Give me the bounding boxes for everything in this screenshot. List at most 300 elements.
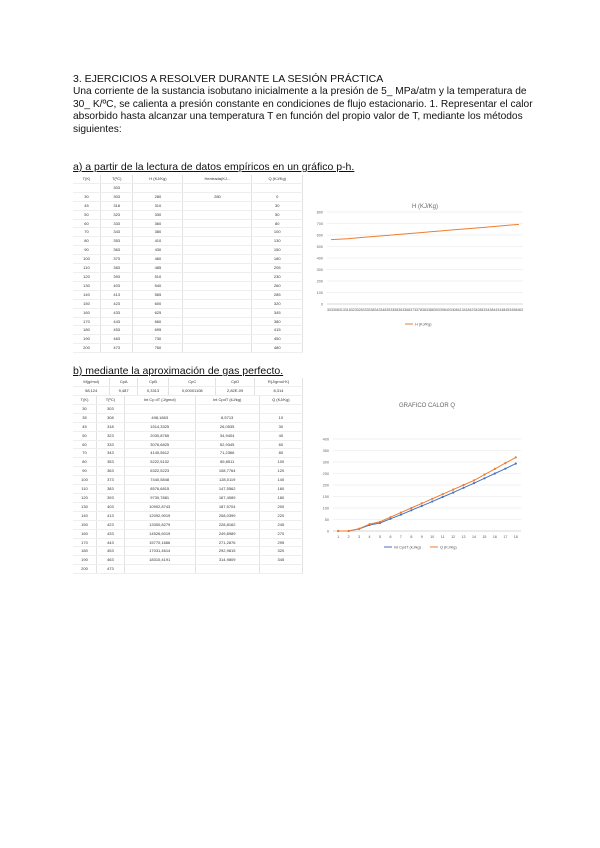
- table-row: [73, 529, 303, 538]
- series-line: [331, 224, 519, 239]
- table-cell: 730: [133, 335, 183, 344]
- table-cell: 323: [97, 431, 125, 440]
- enthalpy-chart: [305, 178, 530, 336]
- table-cell: 320: [259, 547, 302, 556]
- table-cell: 413: [101, 290, 133, 299]
- table-cell: 60: [73, 219, 101, 228]
- table-cell: 60: [73, 440, 97, 449]
- table-cell: 150: [73, 520, 97, 529]
- table-cell: 480: [252, 344, 303, 353]
- data-point: [431, 500, 433, 502]
- table-cell: 12092,9019: [124, 511, 195, 520]
- table-cell: 373: [101, 255, 133, 264]
- heat-chart: [305, 395, 530, 560]
- table-row: [73, 264, 303, 273]
- table-cell: 71,2366: [195, 449, 259, 458]
- table-row: [73, 290, 303, 299]
- table-header-cell: T(K): [73, 175, 101, 183]
- y-tick-label: 0: [320, 302, 323, 307]
- table-row: [73, 556, 303, 565]
- table-row: [73, 493, 303, 502]
- table-cell: 433: [101, 308, 133, 317]
- ideal-gas-table: [73, 396, 303, 574]
- table-row: [73, 299, 303, 308]
- table-cell: 285: [252, 290, 303, 299]
- table-row: [73, 565, 303, 574]
- y-tick-label: 800: [316, 210, 323, 215]
- table-cell: 80: [73, 237, 101, 246]
- table-cell: 34,9404: [195, 431, 259, 440]
- table-cell: [183, 219, 252, 228]
- table-cell: 318: [101, 201, 133, 210]
- table-cell: 363: [97, 467, 125, 476]
- table-row: [73, 246, 303, 255]
- table-row: [73, 201, 303, 210]
- table-cell: 760: [133, 344, 183, 353]
- x-tick-label: 428: [475, 308, 482, 312]
- data-point: [442, 493, 444, 495]
- data-point: [410, 509, 412, 511]
- table-cell: 40: [259, 431, 302, 440]
- table-cell: [183, 183, 252, 192]
- x-tick-label: 398: [439, 308, 446, 312]
- table-cell: 1514,3325: [124, 422, 195, 431]
- chart-title: GRAFICO CALOR Q: [398, 403, 456, 409]
- x-tick-label: 328: [356, 308, 363, 312]
- x-tick-label: 348: [380, 308, 387, 312]
- table-row: [73, 422, 303, 431]
- table-cell: 10902,8743: [124, 502, 195, 511]
- table-cell: 50: [73, 431, 97, 440]
- table-cell: 393: [101, 272, 133, 281]
- table-cell: 130: [252, 237, 303, 246]
- x-tick-label: 16: [492, 535, 497, 539]
- table-cell: 303: [101, 183, 133, 192]
- table-header-cell: CpA: [110, 378, 137, 386]
- x-tick-label: 333: [362, 308, 369, 312]
- table-row: [73, 502, 303, 511]
- x-tick-label: 11: [440, 535, 445, 539]
- table-cell: 9730,7881: [124, 493, 195, 502]
- x-tick-label: 463: [517, 308, 524, 312]
- data-point: [400, 512, 402, 514]
- table-cell: [183, 344, 252, 353]
- table-cell: 443: [101, 317, 133, 326]
- table-cell: 463: [101, 335, 133, 344]
- table-cell: 9,487: [110, 386, 137, 395]
- table-cell: 45: [73, 422, 97, 431]
- table-row: [73, 404, 303, 413]
- table-cell: 128,0119: [195, 476, 259, 485]
- table-cell: [183, 326, 252, 335]
- data-point: [410, 507, 412, 509]
- table-row: [73, 192, 303, 201]
- x-tick-label: 353: [386, 308, 393, 312]
- table-cell: 120: [259, 467, 302, 476]
- table-header-cell: T(K): [73, 396, 97, 404]
- table-cell: 100: [73, 255, 101, 264]
- table-cell: [195, 404, 259, 413]
- table-cell: 249,8989: [195, 529, 259, 538]
- table-cell: 695: [133, 326, 183, 335]
- table-cell: 660: [133, 317, 183, 326]
- table-header-cell: Int CpdT (kJ/kg): [195, 396, 259, 404]
- table-cell: 343: [101, 228, 133, 237]
- table-cell: 295: [259, 538, 302, 547]
- table-cell: [183, 237, 252, 246]
- data-point: [483, 477, 485, 479]
- table-cell: 70: [73, 449, 97, 458]
- x-tick-label: 453: [505, 308, 512, 312]
- table-cell: 58,124: [73, 386, 110, 395]
- table-cell: 360: [133, 219, 183, 228]
- table-cell: 30: [73, 192, 101, 201]
- table-cell: 318: [97, 422, 125, 431]
- table-header-cell: R(J/gmol·K): [254, 378, 302, 386]
- table-cell: 345: [252, 308, 303, 317]
- table-cell: 450: [252, 335, 303, 344]
- x-tick-label: 418: [463, 308, 470, 312]
- table-cell: 363: [101, 246, 133, 255]
- table-row: [73, 547, 303, 556]
- y-tick-label: 350: [322, 449, 329, 453]
- table-cell: 433: [97, 529, 125, 538]
- table-row: [73, 326, 303, 335]
- table-cell: 463: [97, 556, 125, 565]
- table-cell: 7440,5848: [124, 476, 195, 485]
- table-cell: 383: [97, 485, 125, 494]
- table-row: [73, 228, 303, 237]
- data-point: [473, 479, 475, 481]
- table-cell: 50: [73, 210, 101, 219]
- table-cell: 0,00001108: [169, 386, 216, 395]
- table-cell: 380: [133, 228, 183, 237]
- table-row: [73, 317, 303, 326]
- table-cell: 383: [101, 264, 133, 273]
- table-cell: 180: [73, 547, 97, 556]
- x-tick-label: 403: [445, 308, 452, 312]
- table-cell: 160: [259, 485, 302, 494]
- table-cell: 120: [73, 272, 101, 281]
- table-row: [73, 183, 303, 192]
- table-cell: 35: [73, 413, 97, 422]
- table-cell: 6322,5223: [124, 467, 195, 476]
- x-tick-label: 12: [451, 535, 456, 539]
- table-cell: 280: [133, 192, 183, 201]
- table-cell: 200: [259, 502, 302, 511]
- data-point: [483, 474, 485, 476]
- table-header-cell: T(ºC): [101, 175, 133, 183]
- table-cell: 100: [73, 476, 97, 485]
- table-cell: [183, 272, 252, 281]
- table-cell: 110: [73, 485, 97, 494]
- table-row: [73, 210, 303, 219]
- table-cell: 8,314: [254, 386, 302, 395]
- table-cell: 167,4089: [195, 493, 259, 502]
- table-cell: 140: [259, 476, 302, 485]
- table-cell: 473: [101, 344, 133, 353]
- x-tick-label: 323: [350, 308, 357, 312]
- x-tick-label: 6: [389, 535, 392, 539]
- table-cell: 80: [259, 449, 302, 458]
- y-tick-label: 250: [322, 472, 329, 476]
- exercise-statement: Una corriente de la sustancia isobutano inicialmente a la presión de 5_ MPa/atm y la temperatura de 30_ K/ºC, se calienta a presión constante en condiciones de flujo estacionario. 1. Representar el calor absorbido hasta alcanzar una temperatura T en función del propio valor de T, mediante los métodos siguientes:: [73, 86, 533, 135]
- chart-title: H (KJ/Kg): [411, 204, 439, 210]
- table-cell: 10: [259, 413, 302, 422]
- table-cell: [183, 317, 252, 326]
- exercise-heading: 3. EJERCICIOS A RESOLVER DURANTE LA SESIÓN PRÁCTICA: [73, 73, 384, 85]
- table-cell: 0,3313: [137, 386, 168, 395]
- table-cell: [183, 281, 252, 290]
- table-cell: 147,5562: [195, 485, 259, 494]
- table-row: [73, 511, 303, 520]
- heat-chart-svg: [305, 395, 530, 560]
- table-cell: 100: [259, 458, 302, 467]
- data-point: [348, 530, 350, 532]
- table-cell: 271,2876: [195, 538, 259, 547]
- table-cell: 90: [73, 246, 101, 255]
- table-cell: 130: [73, 502, 97, 511]
- table-cell: [124, 404, 195, 413]
- x-tick-label: 388: [427, 308, 434, 312]
- table-header-cell: M(g/mol): [73, 378, 110, 386]
- table-cell: 485: [133, 264, 183, 273]
- table-row: [73, 458, 303, 467]
- table-row: [73, 449, 303, 458]
- table-cell: 180: [73, 326, 101, 335]
- table-cell: 323: [101, 210, 133, 219]
- data-point: [368, 523, 370, 525]
- table-cell: 245: [259, 520, 302, 529]
- table-cell: 110: [73, 264, 101, 273]
- table-cell: 170: [73, 538, 97, 547]
- table-cell: 280: [183, 192, 252, 201]
- x-tick-label: 448: [499, 308, 506, 312]
- data-point: [421, 502, 423, 504]
- table-cell: 473: [97, 565, 125, 574]
- table-cell: 403: [101, 281, 133, 290]
- table-cell: 50: [252, 210, 303, 219]
- x-tick-label: 368: [404, 308, 411, 312]
- table-cell: 410: [133, 237, 183, 246]
- table-row: [73, 520, 303, 529]
- x-tick-label: 423: [469, 308, 476, 312]
- table-cell: 8,5713: [195, 413, 259, 422]
- table-cell: 333: [97, 440, 125, 449]
- y-tick-label: 600: [316, 233, 323, 238]
- data-point: [494, 472, 496, 474]
- x-tick-label: 18: [513, 535, 518, 539]
- table-cell: [259, 565, 302, 574]
- table-cell: 205: [252, 264, 303, 273]
- table-row: [73, 476, 303, 485]
- data-point: [462, 484, 464, 486]
- x-tick-label: 5: [379, 535, 381, 539]
- data-point: [389, 516, 391, 518]
- x-tick-label: 15: [482, 535, 487, 539]
- table-cell: 108,7764: [195, 467, 259, 476]
- table-row: [73, 255, 303, 264]
- x-tick-label: 433: [481, 308, 488, 312]
- table-cell: 208,0399: [195, 511, 259, 520]
- table-cell: [183, 201, 252, 210]
- x-tick-label: 1: [337, 535, 340, 539]
- data-point: [515, 463, 517, 465]
- x-tick-label: 458: [511, 308, 518, 312]
- table-cell: 140: [73, 511, 97, 520]
- data-point: [400, 514, 402, 516]
- table-cell: [195, 565, 259, 574]
- data-point: [337, 530, 339, 532]
- table-header-cell: CpC: [169, 378, 216, 386]
- table-cell: 343: [97, 449, 125, 458]
- x-tick-label: 17: [503, 535, 508, 539]
- table-cell: [124, 565, 195, 574]
- table-row: [73, 237, 303, 246]
- x-tick-label: 10: [430, 535, 435, 539]
- section-a-title: a) a partir de la lectura de datos empíricos en un gráfico p-h.: [73, 161, 355, 173]
- table-cell: 17031,4614: [124, 547, 195, 556]
- table-cell: 70: [73, 228, 101, 237]
- table-cell: 320: [252, 299, 303, 308]
- table-cell: [259, 404, 302, 413]
- x-tick-label: 413: [457, 308, 464, 312]
- legend-label: Q (KJ/Kg): [440, 545, 457, 550]
- data-point: [515, 456, 517, 458]
- table-cell: 373: [97, 476, 125, 485]
- table-cell: 140: [73, 290, 101, 299]
- x-tick-label: 9: [420, 535, 423, 539]
- y-tick-label: 0: [326, 529, 329, 534]
- table-row: [73, 308, 303, 317]
- data-point: [494, 468, 496, 470]
- table-cell: 14526,6019: [124, 529, 195, 538]
- series-line: [338, 457, 516, 531]
- table-cell: 30: [259, 422, 302, 431]
- table-cell: 380: [252, 317, 303, 326]
- table-cell: 292,9815: [195, 547, 259, 556]
- table-row: [73, 344, 303, 353]
- table-cell: [183, 290, 252, 299]
- table-cell: 393: [97, 493, 125, 502]
- data-point: [452, 489, 454, 491]
- table-cell: 510: [133, 272, 183, 281]
- table-cell: 453: [101, 326, 133, 335]
- table-cell: 170: [73, 317, 101, 326]
- x-tick-label: 318: [344, 308, 351, 312]
- table-cell: 3076,6825: [124, 440, 195, 449]
- table-cell: 423: [101, 299, 133, 308]
- table-cell: 2030,8765: [124, 431, 195, 440]
- table-cell: 423: [97, 520, 125, 529]
- x-tick-label: 2: [347, 535, 350, 539]
- x-tick-label: 13: [461, 535, 466, 539]
- x-tick-label: 408: [451, 308, 458, 312]
- table-row: [73, 272, 303, 281]
- table-cell: 8576,6815: [124, 485, 195, 494]
- x-tick-label: 438: [487, 308, 494, 312]
- x-tick-label: 383: [422, 308, 428, 312]
- table-cell: 453: [97, 547, 125, 556]
- table-cell: 353: [97, 458, 125, 467]
- x-tick-label: 338: [368, 308, 375, 312]
- table-cell: [183, 264, 252, 273]
- table-header-cell: Hentrada(KJ...: [183, 175, 252, 183]
- table-cell: 120: [73, 493, 97, 502]
- table-cell: 45: [73, 201, 101, 210]
- x-tick-label: 7: [399, 535, 402, 539]
- table-cell: 30: [252, 201, 303, 210]
- table-cell: [183, 228, 252, 237]
- table-cell: 89,8511: [195, 458, 259, 467]
- table-row: [73, 413, 303, 422]
- enthalpy-chart-svg: [305, 178, 530, 336]
- table-header-cell: CpB: [137, 378, 168, 386]
- gas-constants-table: [73, 378, 303, 396]
- section-b-title: b) mediante la aproximación de gas perfecto.: [73, 365, 284, 377]
- x-tick-label: 378: [416, 308, 423, 312]
- table-cell: 190: [73, 556, 97, 565]
- table-cell: 220: [259, 511, 302, 520]
- table-cell: 345: [259, 556, 302, 565]
- table-header-cell: Q (KJ/Kg): [259, 396, 302, 404]
- table-cell: 200: [73, 565, 97, 574]
- table-header-cell: T(ºC): [97, 396, 125, 404]
- x-tick-label: 363: [398, 308, 405, 312]
- table-cell: 180: [252, 255, 303, 264]
- y-tick-label: 300: [316, 268, 323, 272]
- table-cell: 160: [73, 529, 97, 538]
- data-point: [452, 491, 454, 493]
- legend-label: H (KJ/Kg): [415, 322, 432, 327]
- table-cell: 230: [252, 272, 303, 281]
- table-cell: 150: [252, 246, 303, 255]
- table-cell: 443: [97, 538, 125, 547]
- table-cell: [73, 183, 101, 192]
- table-cell: 430: [133, 246, 183, 255]
- table-cell: 90: [73, 467, 97, 476]
- table-cell: 228,8162: [195, 520, 259, 529]
- table-header-cell: Int Cp dT (J/gmol): [124, 396, 195, 404]
- x-tick-label: 3: [358, 535, 361, 539]
- table-cell: [183, 299, 252, 308]
- table-cell: 2,82E-09: [216, 386, 255, 395]
- data-point: [421, 505, 423, 507]
- table-cell: 415: [252, 326, 303, 335]
- table-cell: 303: [97, 404, 125, 413]
- table-header-cell: H (KJ/Kg): [133, 175, 183, 183]
- table-cell: 26,0535: [195, 422, 259, 431]
- table-cell: 4140,5612: [124, 449, 195, 458]
- y-tick-label: 100: [316, 291, 323, 295]
- y-tick-label: 100: [322, 506, 329, 511]
- table-row: [73, 219, 303, 228]
- table-cell: 310: [133, 201, 183, 210]
- table-cell: 303: [101, 192, 133, 201]
- table-cell: 330: [133, 210, 183, 219]
- table-cell: 625: [133, 308, 183, 317]
- x-tick-label: 303: [326, 308, 333, 312]
- table-cell: [183, 308, 252, 317]
- table-cell: 150: [73, 299, 101, 308]
- data-point: [379, 521, 381, 523]
- table-row: [73, 440, 303, 449]
- data-point: [462, 487, 464, 489]
- table-cell: 80: [73, 458, 97, 467]
- table-cell: 180: [259, 493, 302, 502]
- y-tick-label: 50: [324, 518, 329, 522]
- x-tick-label: 393: [433, 308, 440, 312]
